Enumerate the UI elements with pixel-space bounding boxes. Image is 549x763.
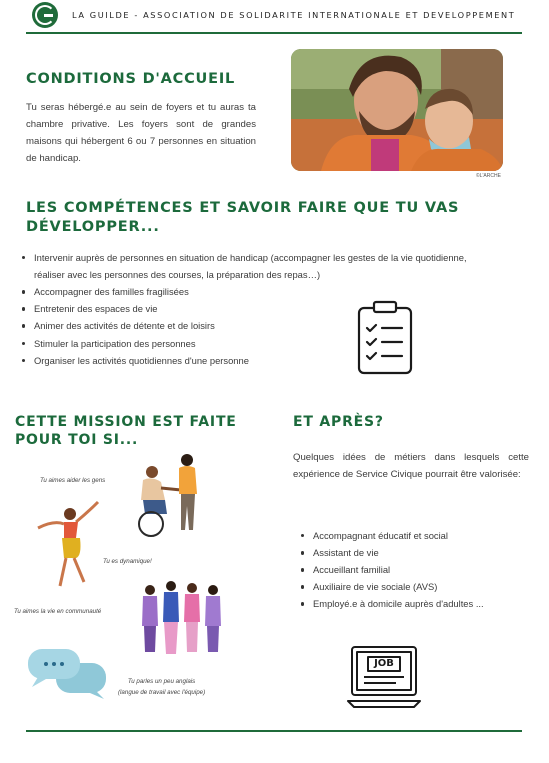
list-item: Organiser les activités quotidiennes d'une personne [20,352,488,369]
list-item: Entretenir des espaces de vie [20,300,488,317]
list-item: Stimuler la participation des personnes [20,335,488,352]
header-title: LA GUILDE - ASSOCIATION DE SOLIDARITE INTERNATIONALE ET DEVELOPPEMENT [72,10,516,20]
accueil-photo [291,49,503,171]
footer-divider [26,730,522,732]
caption-dynamique: Tu es dynamique! [103,558,152,565]
competences-title-line1: LES COMPÉTENCES ET SAVOIR FAIRE QUE TU VAS [26,200,460,216]
metiers-list [299,527,529,613]
competences-title-line2: DÉVELOPPER... [26,218,160,235]
list-item: Animer des activités de détente et de loisirs [20,317,488,334]
job-label: JOB [374,658,394,669]
accueil-text: Tu seras hébergé.e au sein de foyers et tu auras ta chambre privative. Les foyers sont de grandes maisons qui hébergent 6 ou 7 personnes en situation de handicap. [26,102,256,165]
photo-credit: ©L'ARCHE [476,173,501,179]
mission-title [15,414,237,450]
header-divider [26,32,522,34]
helping-people-illustration [135,450,207,540]
caption-aider: Tu aimes aider les gens [40,477,106,484]
list-item: Assistant de vie [299,544,529,561]
apres-text: Quelques idées de métiers dans lesquels cette expérience de Service Civique pourrait être valorisée: [293,452,529,481]
accueil-title: CONDITIONS D'ACCUEIL [26,71,236,87]
clipboard-checklist-icon [356,300,414,376]
dancing-person-illustration [34,498,100,590]
mission-title-line1: CETTE MISSION EST FAITE [15,414,237,430]
list-item: Employé.e à domicile auprès d'adultes ... [299,595,529,612]
list-item: Auxiliaire de vie sociale (AVS) [299,578,529,595]
apres-title: ET APRÈS? [293,414,384,430]
community-group-illustration [138,578,228,656]
caption-anglais-line1: Tu parles un peu anglais [127,678,196,685]
list-item: Intervenir auprès de personnes en situation de handicap (accompagner les gestes de la vie quotidienne, réaliser avec les personnes des courses, la préparation des repas…) [20,249,488,283]
list-item: Accompagnant éducatif et social [299,527,529,544]
caption-anglais [118,677,205,698]
chat-bubbles-icon [26,647,110,699]
list-item: Accueillant familial [299,561,529,578]
caption-communaute: Tu aimes la vie en communauté [14,608,102,615]
page-header [0,0,549,34]
competences-title [26,199,459,236]
competences-list [20,249,488,369]
la-guilde-logo [32,2,58,28]
list-item: Accompagner des familles fragilisées [20,283,488,300]
caption-anglais-line2: (langue de travail avec l'équipe) [118,688,206,696]
mission-title-line2: POUR TOI SI... [15,431,139,448]
job-laptop-icon [346,643,422,711]
